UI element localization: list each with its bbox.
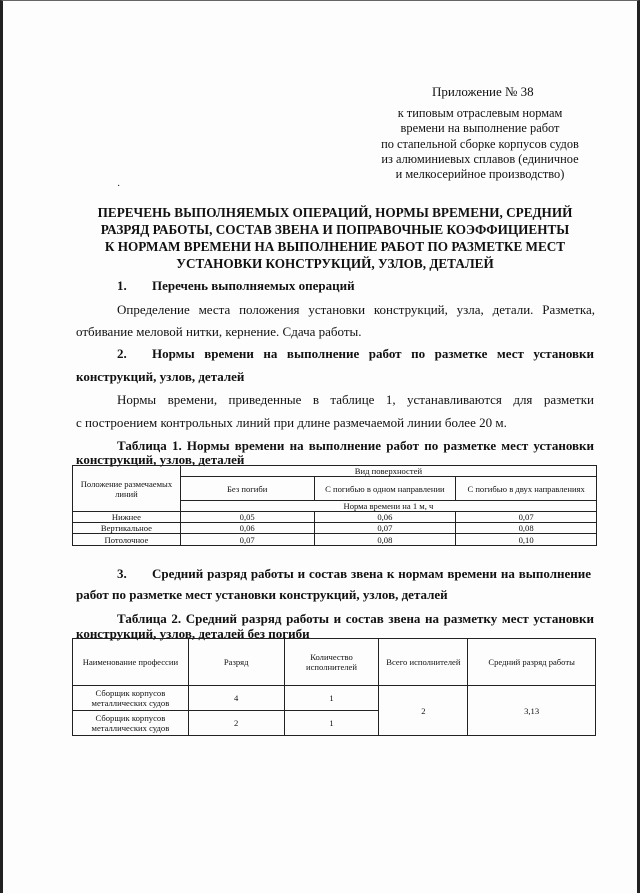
table-row (73, 534, 597, 546)
cell-total: 2 (379, 686, 468, 736)
cell-norm: 0,08 (314, 534, 456, 546)
title-line: ПЕРЕЧЕНЬ ВЫПОЛНЯЕМЫХ ОПЕРАЦИЙ, НОРМЫ ВРЕМЕНИ, СРЕДНИЙ (97, 205, 573, 220)
section-3-title-line: Средний разряд работы и состав звена к нормам времени на выполнение (152, 566, 591, 581)
cell-norm: 0,07 (314, 523, 456, 534)
section-2-text-line: с построением контрольных линий при длине размечаемой линии более 20 м. (76, 415, 507, 430)
cell-norm: 0,10 (456, 534, 597, 546)
appendix-subtitle (360, 106, 600, 182)
table-row (73, 512, 597, 523)
section-2-number: 2. (117, 346, 127, 361)
section-1-title: Перечень выполняемых операций (152, 278, 355, 293)
section-2-title-line: конструкций, узлов, деталей (76, 369, 245, 384)
cell-norm: 0,06 (314, 512, 456, 523)
title-line: РАЗРЯД РАБОТЫ, СОСТАВ ЗВЕНА И ПОПРАВОЧНЫЕ КОЭФФИЦИЕНТЫ (100, 222, 570, 237)
section-1-number: 1. (117, 278, 127, 293)
column-header-grade: Разряд (188, 639, 284, 686)
scan-speck: · (117, 181, 121, 192)
column-header-profession: Наименование профессии (73, 639, 189, 686)
cell-count: 1 (284, 686, 379, 711)
cell-norm: 0,07 (180, 534, 314, 546)
cell-position: Нижнее (73, 512, 181, 523)
cell-position: Вертикальное (73, 523, 181, 534)
cell-count: 1 (284, 711, 379, 736)
cell-grade: 2 (188, 711, 284, 736)
column-header-no-bend: Без погиби (180, 477, 314, 501)
table-row (73, 523, 597, 534)
subtitle-line: времени на выполнение работ (400, 121, 560, 136)
cell-average-grade: 3,13 (468, 686, 596, 736)
column-header-one-direction: С погибью в одном направлении (314, 477, 456, 501)
cell-position: Потолочное (73, 534, 181, 546)
crew-table (72, 638, 596, 736)
section-1-text-line: Определение места положения установки конструкций, узла, детали. Разметка, (117, 302, 595, 317)
cell-norm: 0,06 (180, 523, 314, 534)
table-1-caption-line: конструкций, узлов, деталей (76, 452, 245, 467)
cell-profession: Сборщик корпусов металлических судов (73, 711, 189, 736)
column-header-position: Положение размечаемых линий (73, 466, 181, 512)
document-title (70, 204, 600, 272)
table-2-caption-line: Таблица 2. Средний разряд работы и состав звена на разметку мест установки (117, 611, 594, 626)
title-line: К НОРМАМ ВРЕМЕНИ НА ВЫПОЛНЕНИЕ РАБОТ ПО РАЗМЕТКЕ МЕСТ (104, 239, 566, 254)
cell-norm: 0,05 (180, 512, 314, 523)
cell-norm: 0,07 (456, 512, 597, 523)
table-2-caption-line: конструкций, узлов, деталей без погиби (76, 626, 310, 641)
subtitle-line: и мелкосерийное производство) (395, 167, 565, 182)
section-3-number: 3. (117, 566, 127, 581)
cell-profession: Сборщик корпусов металлических судов (73, 686, 189, 711)
cell-grade: 4 (188, 686, 284, 711)
section-2-title-line: Нормы времени на выполнение работ по разметке мест установки (152, 346, 594, 361)
norms-table (72, 465, 597, 546)
subtitle-line: по стапельной сборке корпусов судов (381, 136, 579, 151)
cell-norm: 0,08 (456, 523, 597, 534)
section-2-text-line: Нормы времени, приведенные в таблице 1, устанавливаются для разметки (117, 392, 594, 407)
appendix-number: Приложение № 38 (432, 84, 534, 99)
subtitle-line: из алюминиевых сплавов (единичное (381, 151, 579, 166)
column-header-total: Всего исполнителей (379, 639, 468, 686)
norm-unit-header: Норма времени на 1 м, ч (180, 501, 596, 512)
column-header-two-directions: С погибью в двух направлениях (456, 477, 597, 501)
surface-type-header: Вид поверхностей (180, 466, 596, 477)
section-3-title-line: работ по разметке мест установки конструкций, узлов, деталей (76, 587, 448, 602)
column-header-count: Количество исполнителей (284, 639, 379, 686)
table-row (73, 686, 596, 711)
section-1-text-line: отбивание меловой нитки, кернение. Сдача работы. (76, 324, 362, 339)
column-header-average-grade: Средний разряд работы (468, 639, 596, 686)
subtitle-line: к типовым отраслевым нормам (397, 106, 563, 120)
title-line: УСТАНОВКИ КОНСТРУКЦИЙ, УЗЛОВ, ДЕТАЛЕЙ (176, 256, 494, 271)
table-1-caption-line: Таблица 1. Нормы времени на выполнение работ по разметке мест установки (117, 438, 594, 453)
